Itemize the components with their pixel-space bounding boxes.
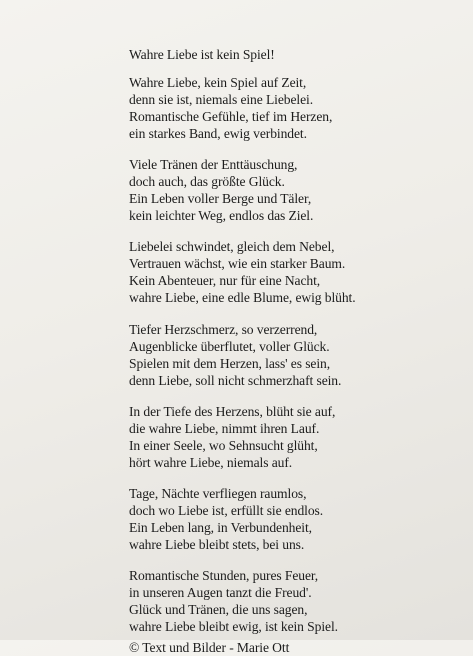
poem-line: Augenblicke überflutet, voller Glück.: [129, 338, 330, 354]
poem-line: wahre Liebe bleibt ewig, ist kein Spiel.: [129, 619, 338, 635]
poem-line: Ein Leben voller Berge und Täler,: [129, 191, 312, 207]
poem-line: ein starkes Band, ewig verbindet.: [129, 126, 307, 141]
poem-line: In einer Seele, wo Sehnsucht glüht,: [129, 437, 318, 453]
poem-line: Spielen mit dem Herzen, lass' es sein,: [129, 355, 330, 371]
poem-line: in unseren Augen tanzt die Freud'.: [129, 585, 312, 601]
poem-line: In der Tiefe des Herzens, blüht sie auf,: [129, 403, 336, 419]
poem-line: Glück und Tränen, die uns sagen,: [129, 602, 308, 618]
copyright-credit: © Text und Bilder - Marie Ott: [129, 640, 290, 656]
stanza-5: [129, 403, 459, 471]
stanza-3: [129, 238, 459, 306]
poem-line: Viele Tränen der Enttäuschung,: [129, 157, 298, 173]
poem-line: doch auch, das größte Glück.: [129, 174, 285, 190]
poem-line: doch wo Liebe ist, erfüllt sie endlos.: [129, 502, 324, 518]
poem-line: Wahre Liebe, kein Spiel auf Zeit,: [129, 75, 307, 90]
poem-line: denn Liebe, soll nicht schmerzhaft sein.: [129, 372, 342, 388]
stanza-1: [129, 74, 459, 142]
poem-line: wahre Liebe, eine edle Blume, ewig blüht.: [129, 290, 356, 306]
stanza-6: [129, 485, 459, 553]
poem-line: Tiefer Herzschmerz, so verzerrend,: [129, 321, 318, 337]
poem-line: wahre Liebe bleibt stets, bei uns.: [129, 536, 305, 552]
stanza-7: [129, 567, 459, 635]
poem-line: Tage, Nächte verfliegen raumlos,: [129, 485, 307, 501]
poem-line: Ein Leben lang, in Verbundenheit,: [129, 519, 312, 535]
poem-line: hört wahre Liebe, niemals auf.: [129, 454, 293, 470]
poem: [129, 46, 459, 656]
poem-line: Liebelei schwindet, gleich dem Nebel,: [129, 239, 335, 255]
poem-line: kein leichter Weg, endlos das Ziel.: [129, 208, 314, 224]
stanza-2: [129, 156, 459, 224]
stanza-4: [129, 321, 459, 389]
poem-line: die wahre Liebe, nimmt ihren Lauf.: [129, 420, 320, 436]
poem-title: Wahre Liebe ist kein Spiel!: [129, 47, 275, 62]
poem-line: Vertrauen wächst, wie ein starker Baum.: [129, 256, 346, 272]
poem-line: Kein Abenteuer, nur für eine Nacht,: [129, 273, 321, 289]
poem-line: Romantische Gefühle, tief im Herzen,: [129, 109, 333, 124]
poem-line: Romantische Stunden, pures Feuer,: [129, 568, 319, 584]
poem-line: denn sie ist, niemals eine Liebelei.: [129, 92, 314, 107]
